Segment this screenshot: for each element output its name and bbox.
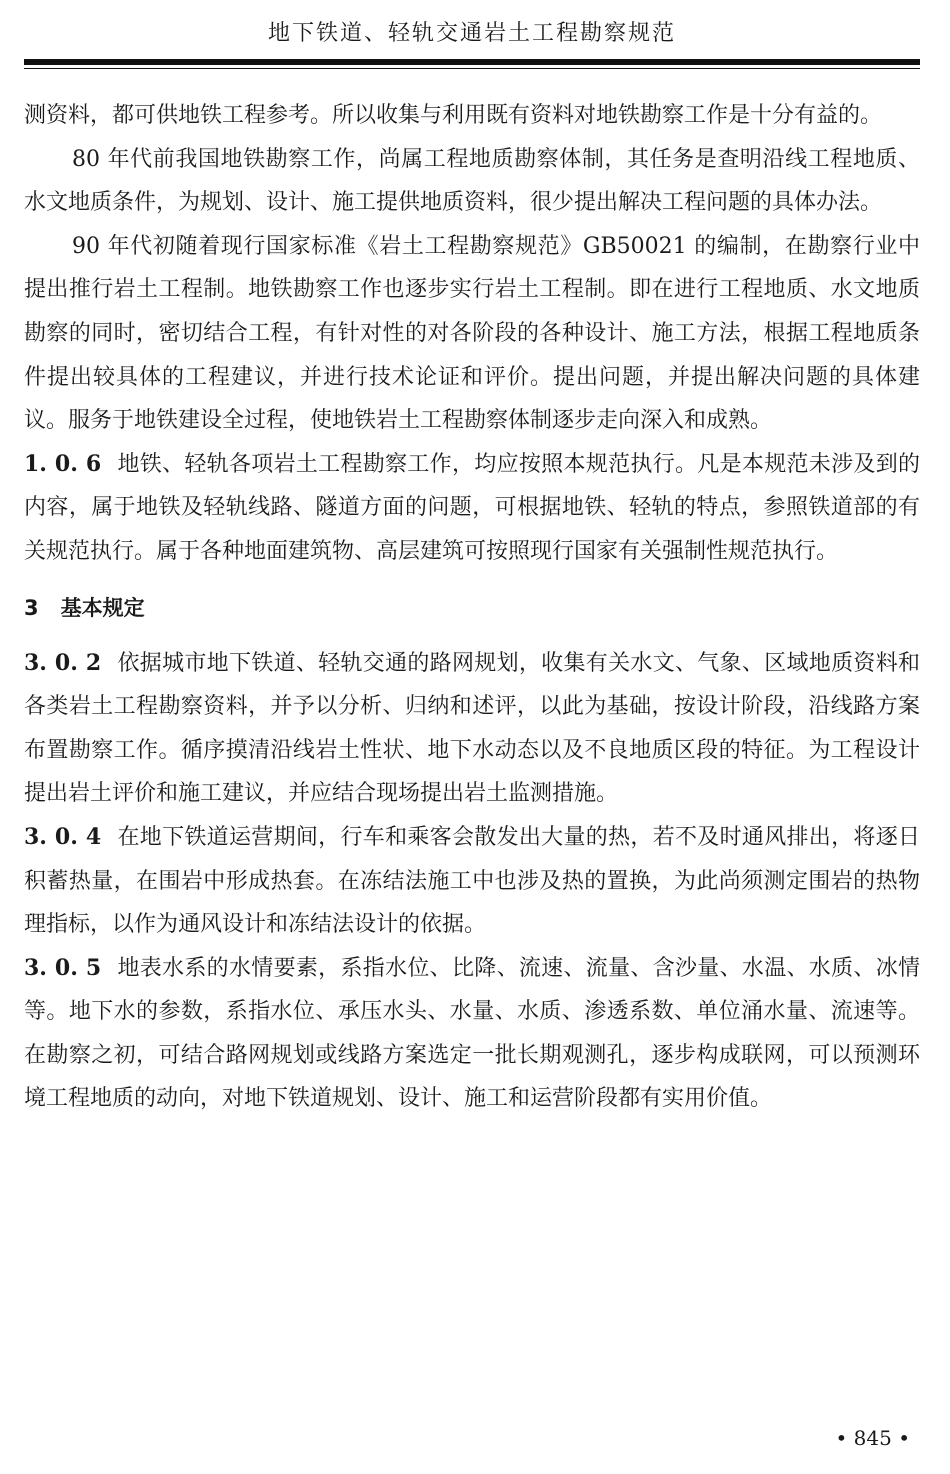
paragraph-1980s: 80 年代前我国地铁勘察工作，尚属工程地质勘察体制，其任务是查明沿线工程地质、水文地质条件，为规划、设计、施工提供地质资料，很少提出解决工程问题的具体办法。 [24,146,920,216]
section-title: 基本规定 [60,595,145,620]
paragraph-continued: 测资料，都可供地铁工程参考。所以收集与利用既有资料对地铁勘察工作是十分有益的。 [24,103,883,128]
section-number: 3 [24,595,39,620]
clause-number: 3. 0. 4 [24,823,102,850]
clause-3-0-4 [24,816,920,947]
clause-text: 在地下铁道运营期间，行车和乘客会散发出大量的热，若不及时通风排出，将逐日积蓄热量，在围岩中形成热套。在冻结法施工中也涉及热的置换，为此尚须测定围岩的热物理指标，以作为通风设计和冻结法设计的依据。 [24,824,920,938]
section-heading [24,594,920,622]
header-rule-thin [24,68,920,69]
clause-3-0-2 [24,642,920,816]
clause-3-0-5 [24,947,920,1121]
clause-text: 依据城市地下铁道、轻轨交通的路网规划，收集有关水文、气象、区域地质资料和各类岩土工程勘察资料，并予以分析、归纳和述评，以此为基础，按设计阶段，沿线路方案布置勘察工作。循序摸清沿线岩土性状、地下水动态以及不良地质区段的特征。为工程设计提出岩土评价和施工建议，并应结合现场提出岩土监测措施。 [24,650,920,807]
page-number: • 845 • [835,1426,910,1450]
clause-text: 地表水系的水情要素，系指水位、比降、流速、流量、含沙量、水温、水质、冰情等。地下水的参数，系指水位、承压水头、水量、水质、渗透系数、单位涌水量、流速等。在勘察之初，可结合路网规划或线路方案选定一批长期观测孔，逐步构成联网，可以预测环境工程地质的动向，对地下铁道规划、设计、施工和运营阶段都有实用价值。 [24,955,920,1112]
clause-number: 3. 0. 2 [24,649,102,676]
page-body [24,94,920,1121]
clause-1-0-6 [24,443,920,574]
paragraph-1990s: 90 年代初随着现行国家标准《岩土工程勘察规范》GB50021 的编制，在勘察行业中提出推行岩土工程制。地铁勘察工作也逐步实行岩土工程制。即在进行工程地质、水文地质勘察的同时，密切结合工程，有针对性的对各阶段的各种设计、施工方法，根据工程地质条件提出较具体的工程建议，并进行技术论证和评价。提出问题，并提出解决问题的具体建议。服务于地铁建设全过程，使地铁岩土工程勘察体制逐步走向深入和成熟。 [24,233,920,434]
running-header: 地下铁道、轻轨交通岩土工程勘察规范 [267,21,676,46]
clause-text: 地铁、轻轨各项岩土工程勘察工作，均应按照本规范执行。凡是本规范未涉及到的内容，属于地铁及轻轨线路、隧道方面的问题，可根据地铁、轻轨的特点，参照铁道部的有关规范执行。属于各种地面建筑物、高层建筑可按照现行国家有关强制性规范执行。 [24,451,920,564]
clause-number: 3. 0. 5 [24,954,102,981]
clause-number: 1. 0. 6 [24,450,102,477]
header-rule-thick [24,59,920,65]
